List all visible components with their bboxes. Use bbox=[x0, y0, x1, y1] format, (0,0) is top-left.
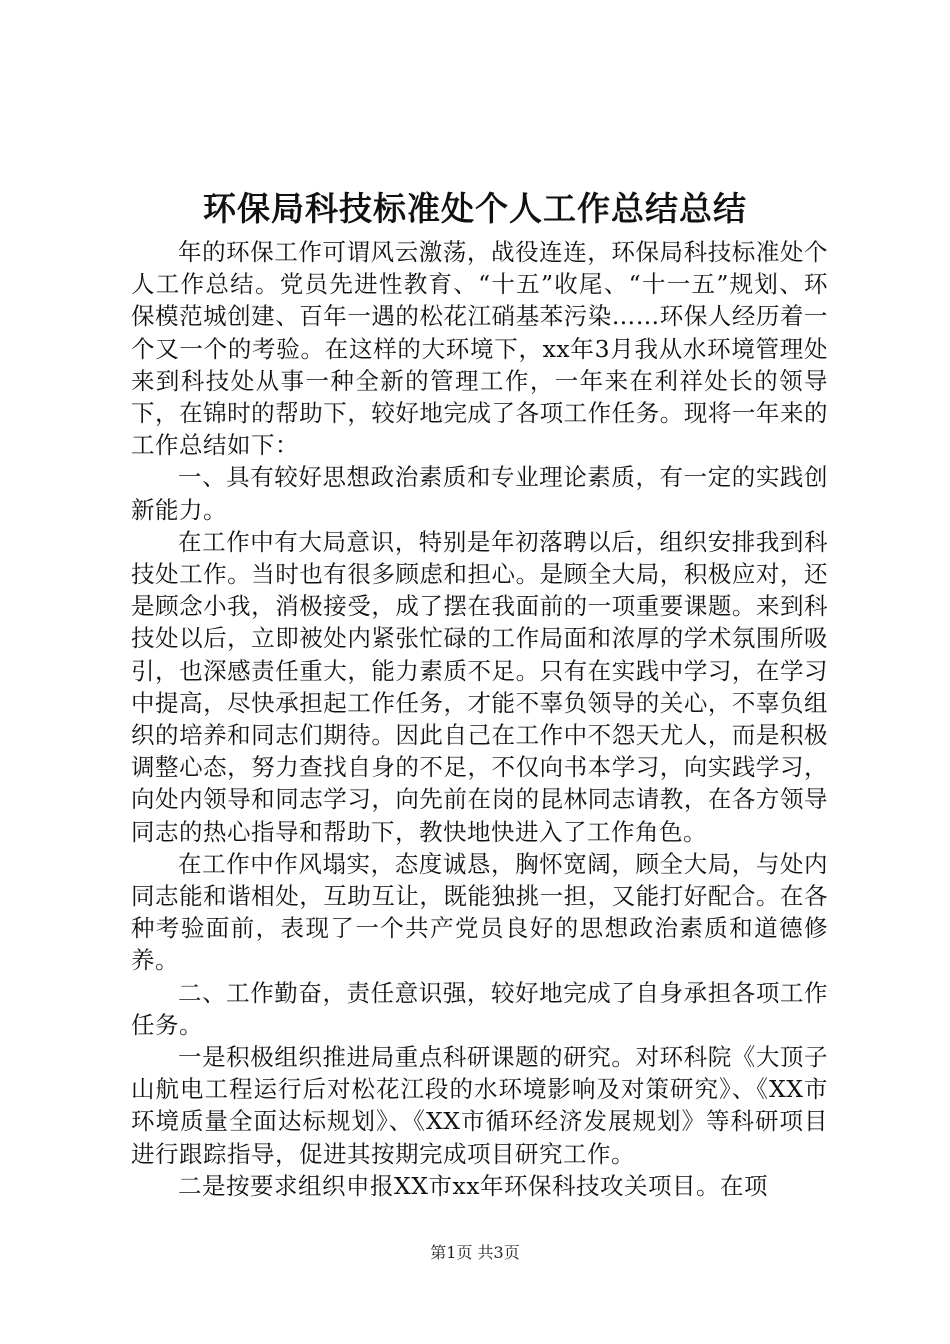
paragraph-item-1: 一是积极组织推进局重点科研课题的研究。对环科院《大顶子山航电工程运行后对松花江段的水环境影响及对策研究》、《XX市环境质量全面达标规划》、《XX市循环经济发展规划》等科研项目进行跟踪指导，促进其按期完成项目研究工作。 bbox=[131, 1043, 828, 1168]
paragraph-section-2-heading: 二、工作勤奋，责任意识强，较好地完成了自身承担各项工作任务。 bbox=[131, 978, 828, 1039]
paragraph-section-1-heading: 一、具有较好思想政治素质和专业理论素质，有一定的实践创新能力。 bbox=[131, 463, 828, 524]
page-number-footer: 第1页 共3页 bbox=[430, 1243, 520, 1262]
paragraph-intro: 年的环保工作可谓风云激荡，战役连连，环保局科技标准处个人工作总结。党员先进性教育、“十五”收尾、“十一五”规划、环保模范城创建、百年一遇的松花江硝基苯污染……环保人经历着一个又一个的考验。在这样的大环境下，xx年3月我从水环境管理处来到科技处从事一种全新的管理工作，一年来在利祥处长的领导下，在锦时的帮助下，较好地完成了各项工作任务。现将一年来的工作总结如下： bbox=[131, 238, 828, 460]
paragraph-work-style: 在工作中作风塌实，态度诚恳，胸怀宽阔，顾全大局，与处内同志能和谐相处，互助互让，既能独挑一担，又能打好配合。在各种考验面前，表现了一个共产党员良好的思想政治素质和道德修养。 bbox=[131, 849, 828, 975]
paragraph-item-2: 二是按要求组织申报XX市xx年环保科技攻关项目。在项 bbox=[178, 1171, 768, 1200]
paragraph-big-picture: 在工作中有大局意识，特别是年初落聘以后，组织安排我到科技处工作。当时也有很多顾虑和担心。是顾全大局，积极应对，还是顾念小我，消极接受，成了摆在我面前的一项重要课题。来到科技处以后，立即被处内紧张忙碌的工作局面和浓厚的学术氛围所吸引，也深感责任重大，能力素质不足。只有在实践中学习，在学习中提高，尽快承担起工作任务，才能不辜负领导的关心，不辜负组织的培养和同志们期待。因此自己在工作中不怨天尤人，而是积极调整心态，努力查找自身的不足，不仅向书本学习，向实践学习，向处内领导和同志学习，向先前在岗的昆林同志请教，在各方领导同志的热心指导和帮助下，教快地快进入了工作角色。 bbox=[131, 527, 828, 846]
document-body bbox=[131, 236, 828, 1202]
document-title: 环保局科技标准处个人工作总结总结 bbox=[203, 189, 747, 228]
